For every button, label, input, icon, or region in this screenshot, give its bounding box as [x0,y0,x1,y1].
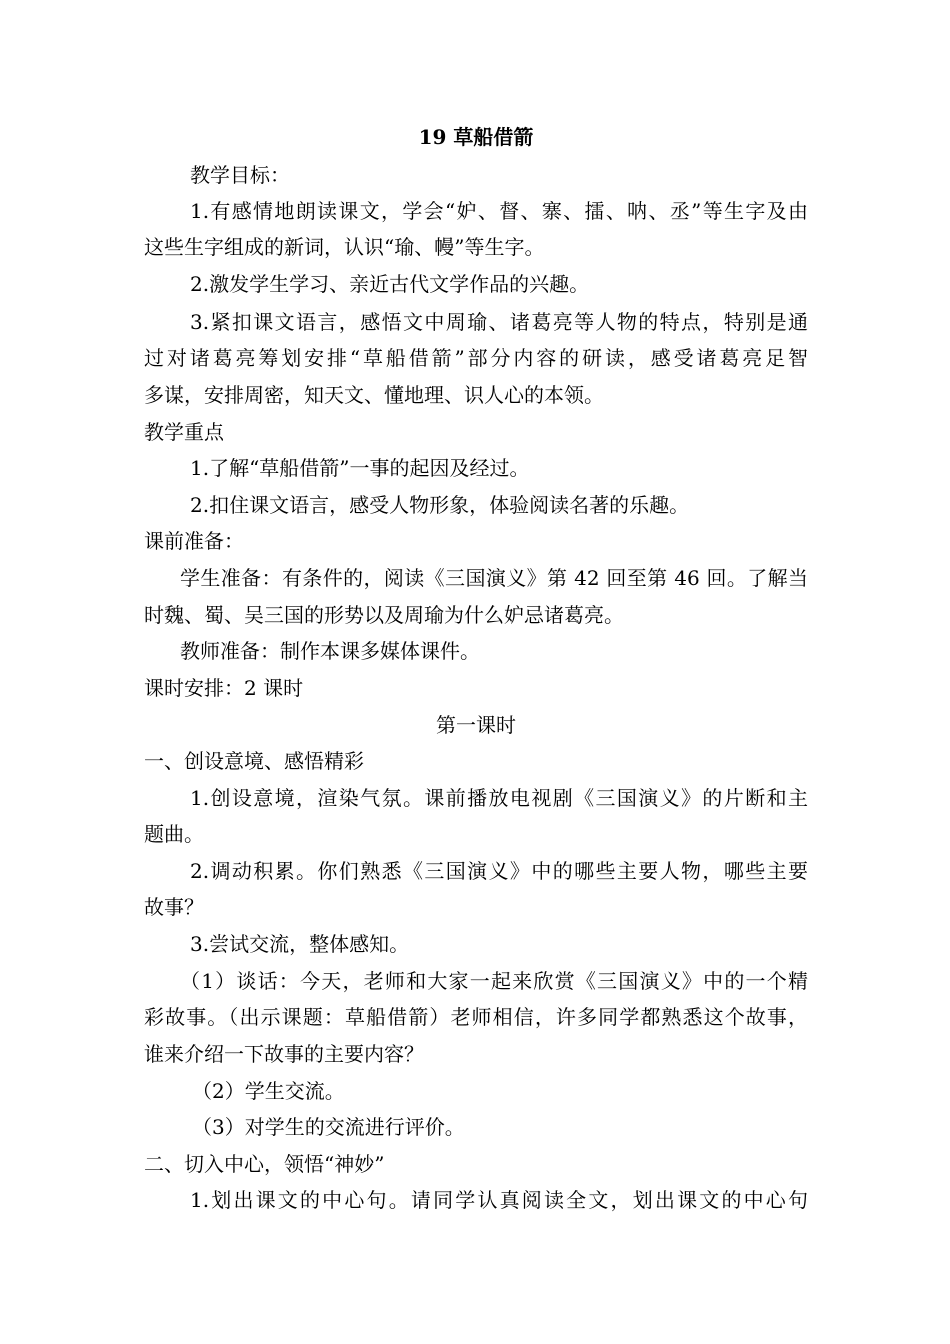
section-heading-part-two: 二、切入中心，领悟“神妙” [144,1152,385,1176]
section-heading-part-one: 一、创设意境、感悟精彩 [144,749,364,773]
paragraph-line: 时魏、蜀、吴三国的形势以及周瑜为什么妒忌诸葛亮。 [144,603,624,627]
section-heading-objectives: 教学目标： [190,163,290,187]
paragraph-line: 题曲。 [144,822,204,846]
paragraph-line: 彩故事。（出示课题：草船借箭）老师相信，许多同学都熟悉这个故事， [144,1005,808,1029]
paragraph-line: 学生准备：有条件的，阅读《三国演义》第 42 回至第 46 回。了解当 [180,566,808,590]
paragraph-line: （3）对学生的交流进行评价。 [192,1115,465,1139]
paragraph-line: 3.紧扣课文语言，感悟文中周瑜、诸葛亮等人物的特点，特别是通 [190,310,808,334]
paragraph-line: 1.了解“草船借箭”一事的起因及经过。 [190,456,530,480]
section-heading-key-points: 教学重点 [144,420,224,444]
paragraph-line: 1.创设意境，渲染气氛。课前播放电视剧《三国演义》的片断和主 [190,786,808,810]
paragraph-line: 这些生字组成的新词，认识“瑜、幔”等生字。 [144,235,545,259]
paragraph-line: 故事？ [144,895,204,919]
paragraph-line: 3.尝试交流，整体感知。 [190,932,410,956]
paragraph-line: （1）谈话：今天，老师和大家一起来欣赏《三国演义》中的一个精 [180,969,808,993]
paragraph-line: 多谋，安排周密，知天文、懂地理、识人心的本领。 [144,383,604,407]
paragraph-line: 2.调动积累。你们熟悉《三国演义》中的哪些主要人物，哪些主要 [190,859,808,883]
lesson-heading: 第一课时 [436,713,516,737]
paragraph-line: 教师准备：制作本课多媒体课件。 [180,639,480,663]
paragraph-line: 2.激发学生学习、亲近古代文学作品的兴趣。 [190,272,590,296]
paragraph-line: （2）学生交流。 [192,1079,345,1103]
section-heading-schedule: 课时安排：2 课时 [144,676,304,700]
section-heading-preparation: 课前准备： [144,529,244,553]
paragraph-line: 谁来介绍一下故事的主要内容？ [144,1042,424,1066]
paragraph-line: 1.有感情地朗读课文，学会“妒、督、寨、擂、呐、丞”等生字及由 [190,199,808,223]
document-title: 19 草船借箭 [418,125,534,149]
paragraph-line: 2.扣住课文语言，感受人物形象，体验阅读名著的乐趣。 [190,493,690,517]
paragraph-line: 过对诸葛亮筹划安排“草船借箭”部分内容的研读，感受诸葛亮足智 [144,346,808,370]
paragraph-line: 1.划出课文的中心句。请同学认真阅读全文，划出课文的中心句 [190,1188,808,1212]
